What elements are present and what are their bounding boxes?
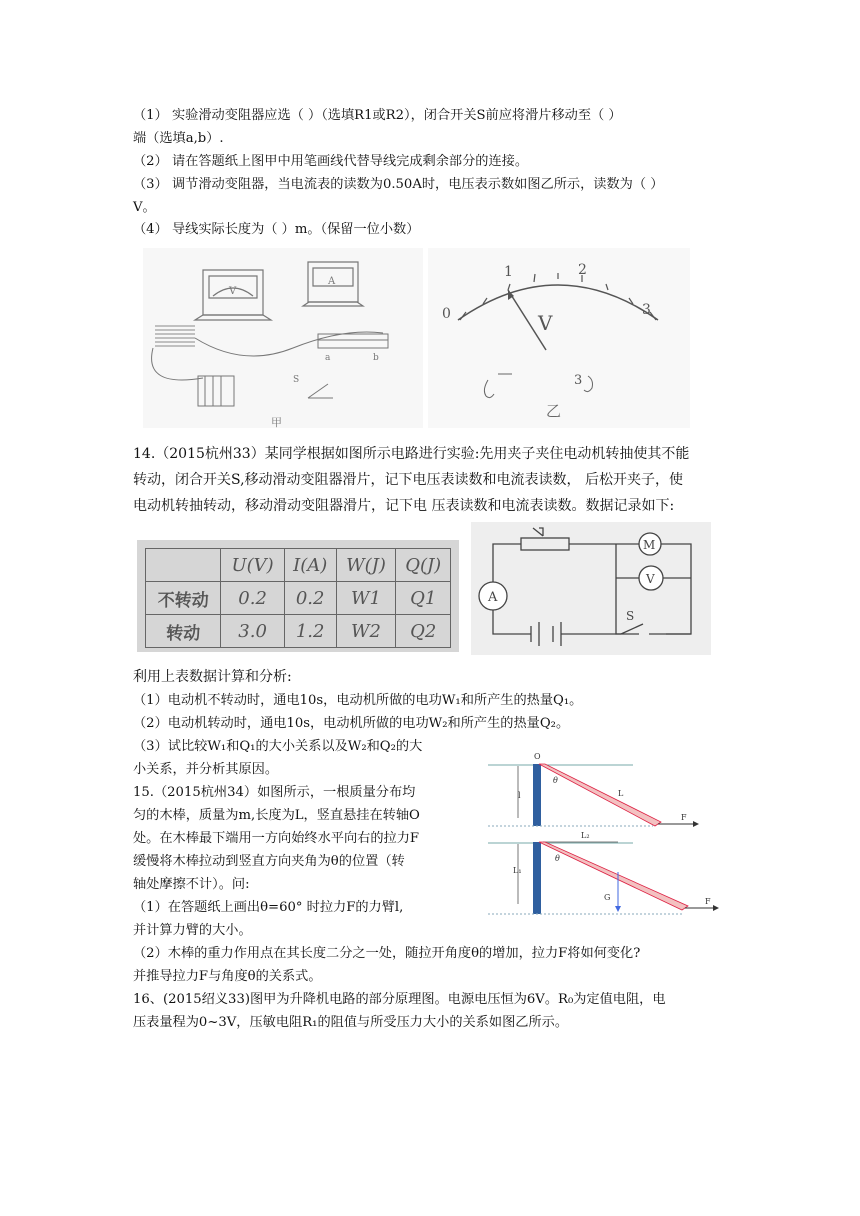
dial-unit: V — [538, 311, 553, 335]
rod-vertical-bottom — [533, 842, 541, 914]
figure-jia-caption: 甲 — [271, 416, 282, 428]
q14-line3: 电动机转抽转动，移动滑动变阻器滑片，记下电 压表读数和电流表读数。数据记录如下: — [133, 498, 675, 514]
arm-L2-label: L₂ — [581, 831, 590, 840]
q13-part4: （4） 导线实际长度为（ ）m。（保留一位小数） — [133, 222, 420, 237]
q16-line1: 16、(2015绍义33)图甲为升降机电路的部分原理图。电源电压恒为6V。R₀为定值电阻，电 — [133, 992, 666, 1007]
arm-L1-label: L₁ — [513, 866, 522, 875]
circuit-voltmeter-label: V — [646, 572, 655, 586]
q13-part2: （2） 请在答题纸上图甲中用笔画线代替导线完成剩余部分的连接。 — [133, 154, 529, 169]
q14-sub3-line1: （3）试比较W₁和Q₁的大小关系以及W₂和Q₂的大 — [133, 739, 423, 754]
angle-theta-bottom: θ — [555, 854, 560, 863]
table-cell: 0.2 — [284, 582, 336, 615]
table-row — [146, 582, 451, 615]
q14-line2: 转动，闭合开关S,移动滑动变阻器滑片，记下电压表读数和电流表读数， 后松开夹子，使 — [133, 472, 683, 488]
figure-yi-voltmeter-dial — [428, 248, 690, 428]
table-cell: 0.2 — [221, 582, 284, 615]
voltmeter-label: V — [229, 286, 237, 297]
dial-tick-2: 2 — [578, 262, 587, 278]
q15-line7: 并计算力臂的大小。 — [133, 923, 252, 938]
figure-jia-apparatus — [143, 248, 423, 428]
force-F-label-bottom: F — [705, 897, 711, 906]
q13-part3-line1: （3） 调节滑动变阻器，当电流表的读数为0.50A时，电压表示数如图乙所示，读数为（ ） — [133, 177, 664, 192]
table-cell: W2 — [336, 615, 396, 648]
circuit-ammeter-label: A — [488, 590, 498, 605]
pivot-O-label: O — [534, 752, 541, 761]
q13-part1-line2: 端（选填a,b）. — [133, 131, 224, 146]
q15-line8: （2）木棒的重力作用点在其长度二分之一处，随拉开角度θ的增加，拉力F将如何变化? — [133, 946, 641, 961]
angle-theta-top: θ — [553, 776, 558, 785]
dial-tick-1: 1 — [504, 264, 513, 280]
table-cell: W1 — [336, 582, 396, 615]
dial-tick-0: 0 — [442, 306, 451, 322]
circuit-switch-label: S — [626, 609, 635, 623]
circuit-motor-label: M — [643, 538, 656, 552]
arm-l-label: l — [518, 791, 521, 800]
q16-line2: 压表量程为0~3V，压敏电阻R₁的阻值与所受压力大小的关系如图乙所示。 — [133, 1015, 569, 1030]
switch-label: S — [293, 375, 300, 385]
length-L-label: L — [618, 789, 624, 798]
q14-sub1: （1）电动机不转动时，通电10s，电动机所做的电功W₁和所产生的热量Q₁。 — [133, 693, 583, 708]
q15-line1: 15.（2015杭州34）如图所示，一根质量分布均 — [133, 785, 416, 800]
rod-vertical-top — [533, 764, 541, 826]
table-header-cell: W(J) — [336, 549, 396, 582]
table-cell: 1.2 — [284, 615, 336, 648]
table-header-cell: I(A) — [284, 549, 336, 582]
table-cell: 转动 — [146, 615, 221, 648]
q13-part3-line2: V。 — [133, 200, 156, 215]
table-cell: Q2 — [396, 615, 451, 648]
table-header-cell — [146, 549, 221, 582]
figure-yi-caption: 乙 — [546, 402, 562, 420]
q15-line3: 处。在木棒最下端用一方向始终水平向右的拉力F — [133, 831, 420, 846]
force-F-label-top: F — [681, 813, 687, 822]
table-cell: 不转动 — [146, 582, 221, 615]
data-table-image — [137, 540, 459, 652]
terminal-3-label: 3 — [574, 373, 583, 388]
lever-figure — [483, 748, 723, 930]
table-row — [146, 615, 451, 648]
q13-part1-line1: （1） 实验滑动变阻器应选（ ）（选填R1或R2），闭合开关S前应将滑片移动至（ ） — [133, 108, 622, 123]
data-table — [145, 548, 451, 648]
rheostat-a: a — [325, 353, 331, 363]
q15-line9: 并推导拉力F与角度θ的关系式。 — [133, 969, 322, 984]
ammeter-label: A — [328, 276, 336, 287]
table-header-cell: U(V) — [221, 549, 284, 582]
q14-sub2: （2）电动机转动时，通电10s，电动机所做的电功W₂和所产生的热量Q₂。 — [133, 716, 570, 731]
q15-line4: 缓慢将木棒拉动到竖直方向夹角为θ的位置（转 — [133, 854, 405, 869]
q14-line1: 14.（2015杭州33）某同学根据如图所示电路进行实验:先用夹子夹住电动机转抽使其不能 — [133, 446, 690, 462]
circuit-diagram — [471, 522, 711, 655]
dial-tick-3: 3 — [642, 302, 651, 318]
table-cell: 3.0 — [221, 615, 284, 648]
q15-line2: 匀的木棒，质量为m,长度为L，竖直悬挂在转轴O — [133, 808, 420, 823]
table-cell: Q1 — [396, 582, 451, 615]
analysis-intro: 利用上表数据计算和分析: — [133, 669, 292, 685]
gravity-G-label: G — [604, 893, 611, 902]
q14-sub3-line2: 小关系，并分析其原因。 — [133, 762, 279, 777]
q15-line5: 轴处摩擦不计）。问: — [133, 877, 250, 892]
rheostat-b: b — [373, 353, 379, 363]
q15-line6: （1）在答题纸上画出θ=60° 时拉力F的力臂l, — [133, 900, 404, 915]
table-header-row — [146, 549, 451, 582]
table-header-cell: Q(J) — [396, 549, 451, 582]
